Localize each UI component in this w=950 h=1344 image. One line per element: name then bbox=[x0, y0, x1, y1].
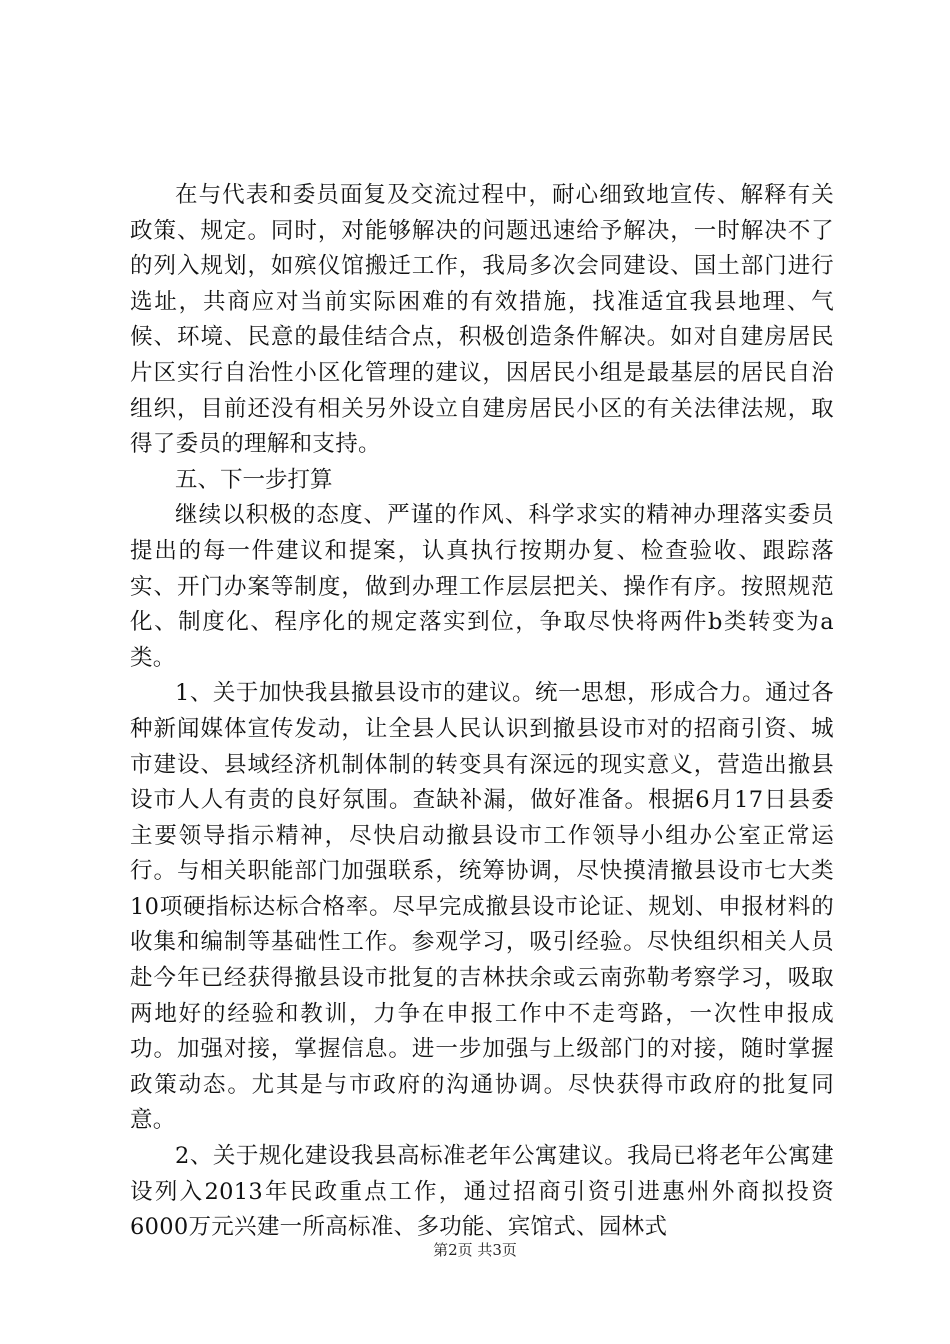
paragraph-item-2: 2、关于规化建设我县高标准老年公寓建议。我局已将老年公寓建设列入2013年民政重点工作，通过招商引资引进惠州外商拟投资6000万元兴建一所高标准、多功能、宾馆式、园林式 bbox=[130, 1143, 834, 1241]
section-heading-next-steps: 五、下一步打算 bbox=[175, 466, 333, 493]
paragraph-communication: 在与代表和委员面复及交流过程中，耐心细致地宣传、解释有关政策、规定。同时，对能够解决的问题迅速给予解决，一时解决不了的列入规划，如殡仪馆搬迁工作，我局多次会同建设、国土部门进行选址，共商应对当前实际困难的有效措施，找准适宜我县地理、气候、环境、民意的最佳结合点，积极创造条件解决。如对自建房居民片区实行自治性小区化管理的建议，因居民小组是最基层的居民自治组织，目前还没有相关另外设立自建房居民小区的有关法律法规，取得了委员的理解和支持。 bbox=[130, 182, 834, 458]
page-footer: 第2页 共3页 bbox=[433, 1241, 517, 1259]
document-body bbox=[130, 178, 834, 1246]
paragraph-next-steps: 继续以积极的态度、严谨的作风、科学求实的精神办理落实委员提出的每一件建议和提案，认真执行按期办复、检查验收、跟踪落实、开门办案等制度，做到办理工作层层把关、操作有序。按照规范化、制度化、程序化的规定落实到位，争取尽快将两件b类转变为a类。 bbox=[130, 502, 834, 671]
paragraph-item-1: 1、关于加快我县撤县设市的建议。统一思想，形成合力。通过各种新闻媒体宣传发动，让全县人民认识到撤县设市对的招商引资、城市建设、县域经济机制体制的转变具有深远的现实意义，营造出撤县设市人人有责的良好氛围。查缺补漏，做好准备。根据6月17日县委主要领导指示精神，尽快启动撤县设市工作领导小组办公室正常运行。与相关职能部门加强联系，统筹协调，尽快摸清撤县设市七大类10项硬指标达标合格率。尽早完成撤县设市论证、规划、申报材料的收集和编制等基础性工作。参观学习，吸引经验。尽快组织相关人员赴今年已经获得撤县设市批复的吉林扶余或云南弥勒考察学习，吸取两地好的经验和教训，力争在申报工作中不走弯路，一次性申报成功。加强对接，掌握信息。进一步加强与上级部门的对接，随时掌握政策动态。尤其是与市政府的沟通协调。尽快获得市政府的批复同意。 bbox=[130, 680, 834, 1134]
